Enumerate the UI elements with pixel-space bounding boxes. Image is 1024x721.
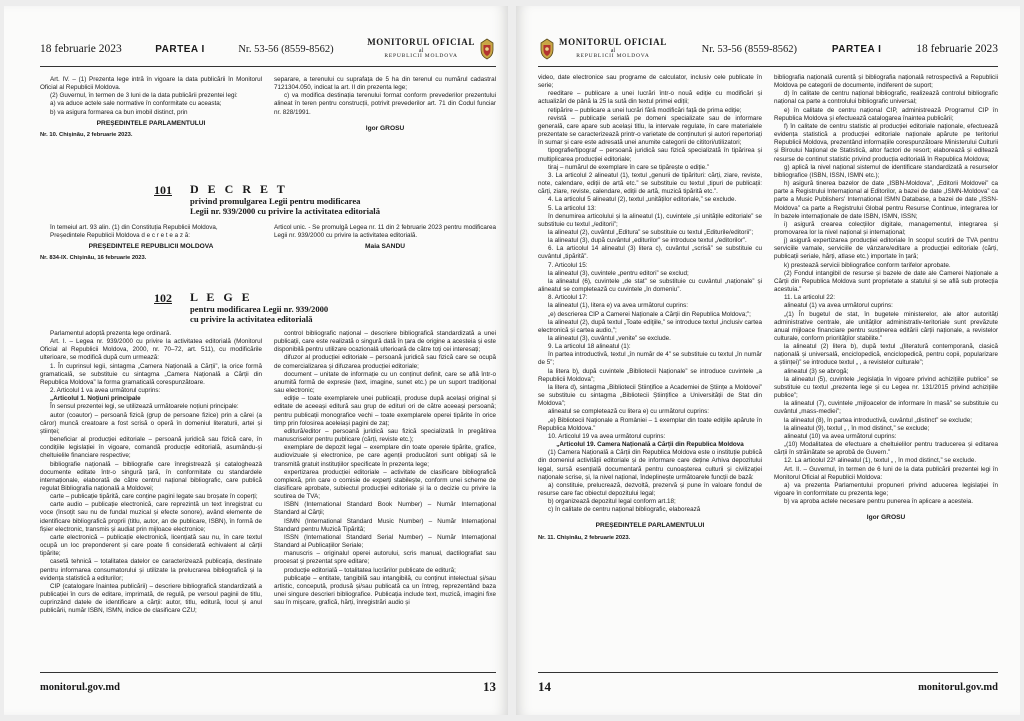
- decret-title-line-2: Legii nr. 939/2000 cu privire la activitatea editorială: [190, 206, 380, 216]
- registration-number: Nr. 10. Chișinău, 2 februarie 2023.: [40, 131, 133, 138]
- paragraph: g) aplică la nivel național sistemul de identificare standardizată a resurselor bibliografice (ISBN, ISSN, ISMN etc.);: [774, 163, 998, 179]
- header-part: PARTEA I: [155, 43, 205, 55]
- paragraph: tiraj – numărul de exemplare în care se tipărește o ediție.”: [548, 163, 710, 171]
- lege-title-line-1: pentru modificarea Legii nr. 939/2000: [190, 304, 329, 314]
- registration-number: Nr. 834-IX. Chișinău, 16 februarie 2023.: [40, 255, 147, 262]
- paragraph: bibliografia națională curentă și bibliografia națională retrospectivă a Republicii Moldova pe categorii de documente, indiferent de suport;: [774, 74, 998, 90]
- paragraph: 7. Articolul 15:: [548, 261, 588, 269]
- header-rule: [538, 66, 998, 67]
- paragraph: 8. Articolul 17:: [548, 294, 588, 302]
- page-header: [538, 34, 998, 64]
- masthead: [538, 38, 667, 60]
- paragraph: f) în calitate de centru statistic al producției editoriale naționale, efectuează evidența statistică a producției editoriale naționale apărute pe teritoriul Republicii Moldova, prezentând informațiile corespunzătoare Ministerului Culturii și Biroului Național de Statistică, altor factori de resort; elaborează și editează resurse de continut statistic privind producția editorială în Republica Moldova;: [774, 122, 998, 163]
- paragraph: În temeiul art. 93 alin. (1) din Constituția Republicii Moldova,: [50, 224, 218, 231]
- paragraph: la alineatul (2), după textul „Toate ediţiile,” se introduce textul „inclusiv cartea electronică și cartea audio,”;: [538, 318, 762, 334]
- paragraph: „e) descrierea CIP a Camerei Naționale a Cărții din Republica Moldova;”;: [548, 310, 751, 318]
- masthead-al: al: [418, 47, 424, 54]
- header-part: PARTEA I: [831, 43, 882, 55]
- paragraph: În sensul prezentei legi, se utilizează următoarele noțiuni principale:: [50, 403, 239, 411]
- decret-kind: D E C R E T: [190, 182, 288, 196]
- art-iv-col-2: [274, 76, 496, 144]
- paragraph: „(1) În bugetul de stat, în bugetele ministerelor, ale altor autorități administrative centrale, ale unităților administrativ-teritoriale sunt prevăzute anual mijloace financiare pentru susținerea editării cărții naționale, a revistelor culturale, conform priorităților stabilite.”: [774, 310, 998, 342]
- signatory-title: PREȘEDINTELE PARLAMENTULUI: [96, 119, 206, 127]
- masthead-country: REPUBLICII MOLDOVA: [384, 52, 458, 59]
- paragraph: 3. La articolul 2 alineatul (1), textul „genurii de tipărituri: cărți, ziare, reviste, note, calendare, ediții de artă etc.” se substituie cu textul „tipuri de publicații: cărți, ziare, reviste, calendare, ediții de artă, muzică tipărită etc.”.: [538, 171, 762, 196]
- paragraph: (2) Fondul intangibil de resurse și bazele de date ale Camerei Naționale a Cărții din Republica Moldova sunt proprietate a statului și se află sub protecția acestuia.”: [774, 269, 998, 294]
- paragraph: producție editorială – totalitatea lucrărilor publicate de editură;: [284, 566, 456, 574]
- paragraph: 9. La articolul 18 alineatul (1):: [548, 343, 631, 351]
- paragraph: la alineatul (2), cuvântul „Editura” se substituie cu textul „Editurile/editorii”;: [548, 228, 754, 236]
- paragraph: j) asigură expertizarea producției editoriale în scopul scutirii de TVA pentru serviciile vamale, serviciile de vânzare/editare a producției editoriale (cărți, publicații seriale, hărți, atlase etc.) importate în țară;: [774, 237, 998, 261]
- paragraph: separare, a terenului cu suprafața de 5 ha din terenul cu numărul cadastral 7121304.050, indicat la art. II din prezenta lege;: [274, 76, 496, 92]
- paragraph: la alineatul (8), în partea introductivă, cuvântul „distinct” se exclude;: [784, 416, 972, 424]
- paragraph: revistă – publicație serială pe domeni specializate sau de informare generală, care apare sub același titlu, la intervale regulate, în care materialele prezentate se caracterizează printr-o varietate de conținuturi și autori repertoriați în sumar și care este adresată unei anumite categorii de cititori/utilizatori;: [538, 114, 762, 147]
- paragraph: casetă tehnică – totalitatea datelor ce caracterizează publicația, destinate pentru informarea consumatorului și utilizate la prelucrarea bibliografică și la evidența statistică a editurilor;: [40, 558, 262, 582]
- paragraph: „e) Biblioteciі Naționale a României – 1 exemplar din toate edițiile apărute în Republica Moldova.”: [538, 416, 762, 432]
- lege-col-2: [274, 330, 496, 664]
- page-number: 14: [538, 679, 551, 694]
- paragraph: ISMN (International Standard Music Number) – Număr Internațional Standard pentru Muzică Tipărită;: [274, 517, 496, 533]
- paragraph: „(10) Modalitatea de efectuare a cheltuielilor pentru traducerea și editarea cărții în străinătate se aprobă de Guvern.”: [774, 441, 998, 457]
- paragraph: CIP (catalogare înaintea publicării) – descriere bibliografică standardizată a publicației în curs de editare, imprimată, de regulă, pe versoul paginii de titlu, cuprinzând datele de identificare a cărții: autor, titlu, editură, locul și anul publicării, număr ISBN, ISMN, indice de clasificare CZU;: [40, 582, 262, 615]
- lege-title-line-2: cu privire la activitatea editorială: [190, 314, 313, 324]
- paragraph: 2. Articolul 1 va avea următorul cuprins:: [50, 387, 161, 395]
- paragraph: 1. În cuprinsul legii, sintagma „Camera Națională a Cărții”, la orice formă gramaticală, se substituie cu sintagma „Camera Națională a Cărții din Republica Moldova” la forma gramaticală corespunzătoare.: [40, 362, 262, 386]
- paragraph: Art. IV. – (1) Prezenta lege intră în vigoare la data publicării în Monitorul Oficial al Republicii Moldova.: [40, 76, 262, 92]
- page-footer: [40, 672, 496, 695]
- paragraph: manuscris – originalul operei autorului, scris manual, dactilografiat sau procesat și prezentat spre editare;: [274, 550, 496, 566]
- signatory-name: Igor GROSU: [365, 124, 405, 132]
- decret-title-line-1: privind promulgarea Legii pentru modificarea: [190, 196, 361, 206]
- right-col-1: [538, 74, 762, 662]
- masthead-al: al: [610, 47, 616, 54]
- paragraph: „Articolul 19. Camera Națională a Cărții din Republica Moldova: [556, 441, 744, 449]
- paragraph: 5. La articolul 13:: [548, 204, 596, 212]
- right-body: [538, 74, 998, 662]
- paragraph: b) organizează depozitul legal conform art.18;: [548, 498, 676, 506]
- paragraph: reeditare – publicare a unei lucrări într-o nouă ediție cu modificări și actualizări de până la 25 la sută din textul primei ediții;: [538, 90, 762, 106]
- paragraph: Președintele Republicii Moldova d e c r e t e a z ă:: [50, 232, 191, 240]
- lege-heading: [154, 291, 328, 324]
- paragraph: carte electronică – publicație electronică, licențiată sau nu, în care textul ocupă un loc preponderent și care poate fi considerată echivalent al cărții tipărite;: [40, 533, 262, 558]
- paragraph: a) va prezenta Parlamentului propuneri privind aducerea legislației în vigoare în conformitate cu prezenta lege;: [774, 481, 998, 497]
- paragraph: la alineatul (3), cuvintele „pentru editori” se exclud;: [548, 269, 689, 277]
- paragraph: b) va aproba actele necesare pentru punerea în aplicare a acesteia.: [784, 498, 974, 506]
- paragraph: Art. II. – Guvernul, în termen de 6 luni de la data publicării prezentei legi în Monitorul Oficial al Republicii Moldova:: [774, 465, 998, 481]
- art-iv-section: [40, 76, 496, 144]
- paragraph: în denumirea articolului și la alineatul (1), cuvintele „și unitățile editoriale” se substituie cu textul „/editorii”;: [538, 212, 762, 228]
- lege-kind: L E G E: [190, 290, 253, 304]
- page-footer: [538, 672, 998, 695]
- paragraph: document – unitate de informație cu un conținut definit, care se află într-o anumită formă de expresie (text, imagine, sunet etc.) pe un suport tradițional sau electronic;: [274, 370, 496, 395]
- paragraph: a) constituie, prelucrează, dezvoltă, prezervă și pune în valoare fondul de resurse care fac obiectul depozitului legal;: [538, 481, 762, 497]
- paragraph: alineatul (3) se abrogă;: [784, 367, 849, 375]
- paragraph: bibliografie națională – bibliografie care înregistrează și catalogheazǎ documente editate într-o singură țară, în conformitate cu standardele internaționale, elaborată de către centrul național bibliografic, care publică regulat Bibliografia națională a Moldovei;: [40, 460, 262, 492]
- decret-body: [40, 224, 496, 268]
- footer-site: monitorul.gov.md: [918, 681, 998, 693]
- paragraph: Parlamentul adoptă prezenta lege ordinară.: [50, 330, 172, 337]
- paragraph: la alineatul (1), litera e) va avea următorul cuprins:: [548, 302, 688, 310]
- header-issue: Nr. 53-56 (8559-8562): [238, 43, 334, 55]
- paragraph: la alineatul (7), cuvintele „mijloacelor de informare în masă” se substituie cu cuvântul „mass-mediei”;: [774, 400, 998, 416]
- paragraph: h) asigură tinerea bazelor de date „ISBN-Moldova”, „Editorii Moldovei” ca parte a Registrului Internațional al Editorilor, a bazei de date „ISMN-Moldova” ca parte a Music Publishers' International ISMN Database, a bazei de date „ISSN-Moldova” ca parte a Registrului Global pentru Resurse Continue, integrarea lor în bazele internaționale de date ISBN, ISMN, ISSN;: [774, 180, 998, 220]
- paragraph: ISSN (International Standard Serial Number) – Număr Internațional Standard al Publicațiilor Seriale;: [274, 533, 496, 550]
- paragraph: 6. La articolul 14 alineatul (3) litera c), cuvântul „scrisă” se substituie cu cuvântul „tipărită”.: [538, 245, 762, 261]
- paragraph: la litera d), sintagma „Biblioteciі Științifice a Academiei de Științe a Moldovei” se substituie cu sintagma „Biblioteciі Științifice a Universității de Stat din Moldova”;: [538, 383, 762, 408]
- paragraph: alineatul (1) va avea următorul cuprins:: [784, 302, 893, 310]
- paragraph: editură/editor – persoană juridică sau fizică specializată în pregătirea manuscriselor pentru publicare (cărți, reviste etc.);: [274, 427, 496, 444]
- masthead-title: MONITORUL OFICIAL: [367, 37, 475, 48]
- paragraph: e) în calitate de centru național CIP, administrează Programul CIP în Republica Moldova și efectuează catalogarea înaintea publicării;: [774, 106, 998, 122]
- paragraph: expertizarea producției editoriale – activitate de clasificare bibliografică complexă, prin care o comisie de experți stabilește, conform unei scheme de clasificare aprobate, subiectul producției editoriale și la o decizie cu privire la scutirea de TVA;: [274, 468, 496, 501]
- paragraph: „Articolul 1. Noțiuni principale: [50, 395, 141, 403]
- paragraph: ediție – toate exemplarele unei publicații, produse după același original și editate de aceeași editură sau grup de edituri ori de către aceeași persoană; pentru publicații monografice vechi – toate exemplarele operei tipărite în orice timp prin folosirea aceleiași pagini de zaț;: [274, 395, 496, 427]
- paragraph: control bibliografic național – descriere bibliografică standardizată a unei publicații, care este realizată o singură dată în țara de origine a acesteia și este disponibilă pentru utilizare ocazionalǎ ulterioară de către toți cei interesați;: [274, 330, 496, 354]
- art-iv-col-1: [40, 76, 262, 144]
- paragraph: publicație – entitate, tangibilă sau intangibilă, cu conținut intelectual și/sau artistic, concepută, produsă și/sau publicată ca un întreg, reprezentând baza unei singure descrieri bibliografice. Publicația include text, muzică, imagini fixe sau în mișcare, grafică, hărți, înregistrări audio și: [274, 574, 496, 607]
- paragraph: Art. I. – Legea nr. 939/2000 cu privire la activitatea editorială (Monitorul Oficial al Republicii Moldova, 2000, nr. 70–72, art. 511), cu modificările ulterioare, se modifică după cum urmează:: [40, 338, 262, 362]
- paragraph: la alineatul (3), după cuvântul „editurilor” se introduce textul „/editorilor”.: [548, 237, 747, 245]
- paragraph: d) în calitate de centru național bibliografic, realizează controlul bibliografic național ca parte a controlului bibliografic universal;: [774, 90, 998, 106]
- paragraph: 12. La articolul 22¹ alineatul (1), textul „ , în mod distinct,” se exclude.: [784, 457, 977, 465]
- signatory-name: Maia SANDU: [365, 243, 405, 251]
- paragraph: (2) Guvernul, în termen de 3 luni de la data publicării prezentei legi:: [50, 92, 238, 100]
- coat-of-arms-icon: [538, 38, 556, 60]
- paragraph: Articol unic. - Se promulgă Legea nr. 11 din 2 februarie 2023 pentru modificarea Legii nr. 939/2000 cu privire la activitatea editorială.: [274, 224, 496, 240]
- lege-col-1: [40, 330, 262, 664]
- lege-number: 102: [154, 291, 172, 305]
- paragraph: beneficiar al producției editoriale – persoană juridică sau fizică care, în condițiile legislației în vigoare, comandă producție editorială, asumându-și cheltuielile financiare respective;: [40, 436, 262, 460]
- masthead: [367, 38, 496, 60]
- paragraph: difuzor al producției editoriale – persoană juridică sau fizică care se ocupă de comercializarea și difuzarea producției editoriale;: [274, 354, 496, 370]
- signatory-title: PREȘEDINTELE PARLAMENTULUI: [595, 522, 705, 530]
- header-rule: [40, 66, 496, 67]
- paragraph: k) prestează servicii bibliografice conform tarifelor aprobate.: [784, 261, 951, 269]
- lege-body: [40, 330, 496, 664]
- coat-of-arms-icon: [478, 38, 496, 60]
- paragraph: 4. La articolul 5 alineatul (2), textul „unităților editoriale,” se exclude.: [548, 196, 737, 204]
- paragraph: 11. La articolul 22:: [784, 294, 835, 302]
- paragraph: autor (coautor) – persoană fizică (grup de persoane fizice) prin a cărei (a căror) muncă creatoare a fost scrisă o operă în domeniul literaturii, artei și științei;: [40, 411, 262, 435]
- decret-col-1: [40, 224, 262, 268]
- paragraph: i) asigură crearea colecțiilor digitale, managementul, integrarea și promovarea lor la nivel național și internațional;: [774, 220, 998, 236]
- paragraph: la litera b), după cuvintele „Biblioteciі Naționale” se introduce cuvintele „a Republicii Moldova”;: [538, 367, 762, 383]
- registration-number: Nr. 11. Chișinău, 2 februarie 2023.: [538, 534, 631, 541]
- footer-site: monitorul.gov.md: [40, 681, 120, 693]
- decret-number: 101: [154, 183, 172, 197]
- header-date: 18 februarie 2023: [916, 43, 998, 55]
- paragraph: la alineatul (3), cuvântul „venite” se exclude.: [548, 335, 671, 342]
- decret-heading: [154, 183, 380, 216]
- header-date: 18 februarie 2023: [40, 43, 122, 55]
- paragraph: c) va modifica destinația terenului format conform prevederilor prezentului alineat în teren pentru construcții, potrivit prevederilor art. 71 din Codul funciar nr. 828/1991.: [274, 92, 496, 116]
- page-14: [516, 6, 1020, 715]
- header-issue: Nr. 53-56 (8559-8562): [701, 43, 798, 55]
- paragraph: carte – publicație tipărită, care conține pagini legate sau broșate în coperți;: [50, 493, 258, 501]
- paragraph: (1) Camera Națională a Cărții din Republica Moldova este o instituție publică din domeniul activității editoriale și de informare care deține Arhiva depozitului legal, sursă esențială documentară pentru cunoașterea culturii și civilizației naționale scrise, și, la nivel național, îndeplinește următoarele funcții de bază:: [538, 449, 762, 481]
- paragraph: în partea introductivă, textul „în număr de 4” se substituie cu textul „în număr de 5”;: [538, 351, 762, 367]
- page-number: 13: [483, 679, 496, 694]
- paragraph: 10. Articolul 19 va avea următorul cuprins:: [548, 432, 666, 440]
- right-col-2: [774, 74, 998, 662]
- paragraph: c) în calitate de centru național bibliografic, elaborează: [548, 506, 701, 514]
- paragraph: b) va asigura formarea ca bun imobil distinct, prin: [50, 108, 188, 116]
- paragraph: retipărire – publicare a unei lucrări fără modificări față de prima ediție;: [548, 106, 742, 114]
- paragraph: tipografie/tipograf – persoană juridică sau fizică specializată în tipărirea și multiplicarea producției editoriale;: [538, 147, 762, 163]
- paragraph: video, date electronice sau programe de calculator, inclusiv cele publicate în serie;: [538, 74, 762, 90]
- paragraph: la alineatul (5), cuvintele „legislația în vigoare privind achizițiile publice” se substituie cu textul „prezenta lege și cu Legea nr. 131/2015 privind achizițiile publice”;: [774, 375, 998, 400]
- signatory-name: Igor GROSU: [866, 514, 906, 522]
- paragraph: la alineatul (9), textul „ , în mod distinct,” se exclude;: [784, 424, 930, 432]
- masthead-country: REPUBLICII MOLDOVA: [576, 52, 650, 59]
- paragraph: alineatul (10) va avea următorul cuprins:: [784, 432, 897, 440]
- paragraph: la alineatul (2) litera b), după textul „(literatură contemporană, clasică națională și universală, enciclopedică, enciclopedică, pentru copii, popularizare a științei)” se introduce textul „ , a revistelor culturale”;: [774, 343, 998, 367]
- masthead-title: MONITORUL OFICIAL: [559, 37, 667, 48]
- paragraph: a) va aduce actele sale normative în conformitate cu aceasta;: [50, 100, 222, 108]
- paragraph: alineatul se completează cu litera e) cu următorul cuprins:: [548, 408, 709, 416]
- decret-col-2: [274, 224, 496, 268]
- paragraph: ISBN (International Standard Book Number) – Număr Internațional Standard al Cărții;: [274, 501, 496, 517]
- page-header: [40, 34, 496, 64]
- paragraph: exemplare de depozit legal – exemplare din toate operele tipărite, grafice, audiovizuale și electronice, pe care agenții producători sunt obligați să le transmită gratuit instituțiilor specificate în prezenta lege;: [274, 444, 496, 468]
- paragraph: la alineatul (6), cuvintele „de stat” se substituie cu cuvântul „naționale” și alineatul se completează cu cuvintele „în domeniu”.: [538, 277, 762, 294]
- page-13: [4, 6, 508, 715]
- signatory-title: PREȘEDINTELE REPUBLICII MOLDOVA: [88, 243, 214, 251]
- paragraph: carte audio – publicație electronică, care reprezintă un text înregistrat cu voce (însoțit sau nu de fundal muzical și efecte sonore), având elemente de identificare bibliografică proprii (titlu, autor, an de publicare, ISBN), în formă de fișier electronic, transmis și audiat prin mijloace electronice;: [40, 501, 262, 533]
